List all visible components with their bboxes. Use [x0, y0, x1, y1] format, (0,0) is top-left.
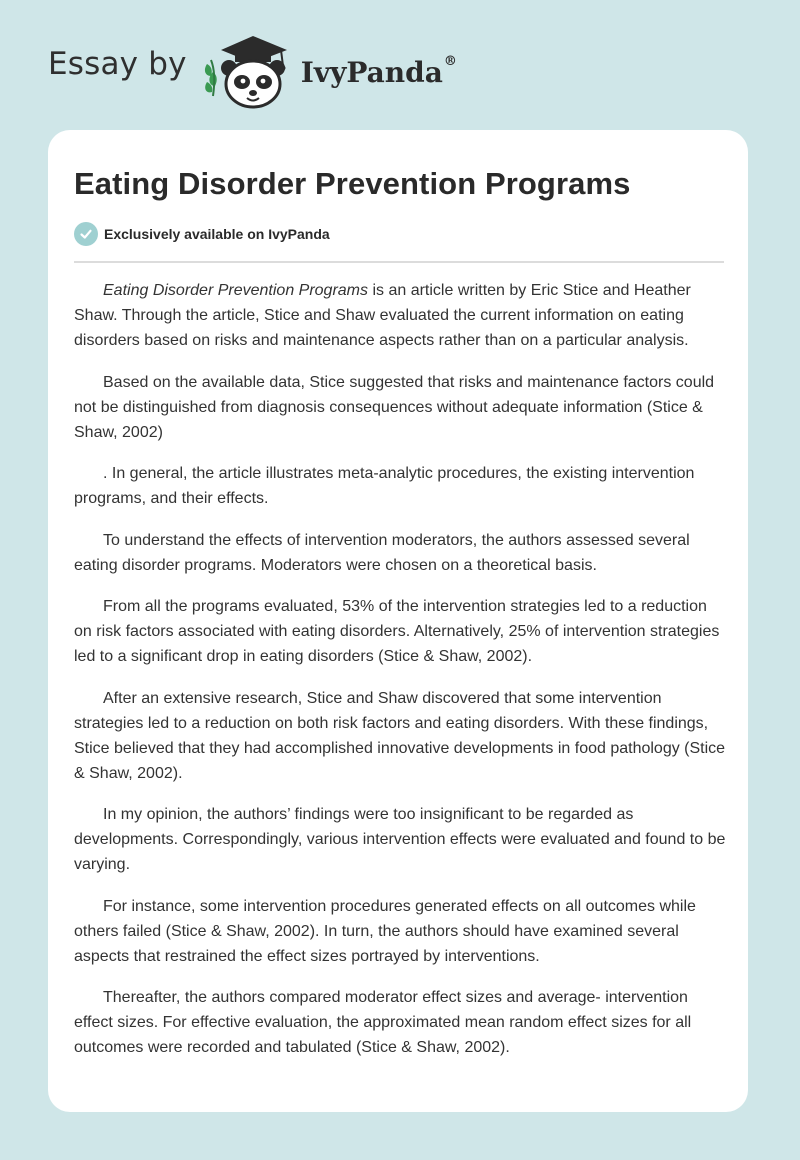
- paragraph: In my opinion, the authors’ findings were too insignificant to be regarded as developments. Correspondingly, various intervention effects were evaluated and found to be varying.: [74, 806, 726, 873]
- paragraph: To understand the effects of intervention moderators, the authors assessed several eating disorder programs. Moderators were chosen on a theoretical basis.: [74, 531, 690, 574]
- paragraph: From all the programs evaluated, 53% of the intervention strategies led to a reduction on risk factors associated with eating disorders. Alternatively, 25% of intervention strategies led to a significant drop in eating disorders (Stice & Shaw, 2002).: [74, 598, 720, 665]
- brand-name: IvyPanda®: [300, 54, 457, 89]
- paragraph: For instance, some intervention procedures generated effects on all outcomes while others failed (Stice & Shaw, 2002). In turn, the authors should have examined several aspects that restrained the effect sizes portrayed by interventions.: [74, 897, 696, 965]
- article-card: [48, 130, 748, 1112]
- exclusive-badge: [74, 222, 330, 246]
- divider: [74, 261, 724, 263]
- article-body: [74, 278, 726, 1077]
- panda-graduate-icon: [201, 30, 297, 110]
- site-logo[interactable]: [48, 30, 457, 110]
- paragraph: Eating Disorder Prevention Programs is an article written by Eric Stice and Heather Shaw. Through the article, Stice and Shaw evaluated the current information on eating disorders based on risks and maintenance aspects rather than on a particular analysis.: [74, 282, 691, 349]
- paragraph: . In general, the article illustrates meta-analytic procedures, the existing intervention programs, and their effects.: [74, 465, 695, 507]
- paragraph: After an extensive research, Stice and Shaw discovered that some intervention strategies led to a reduction on both risk factors and eating disorders. With these findings, Stice believed that they had accomplished innovative developments in food pathology (Stice & Shaw, 2002).: [74, 689, 726, 782]
- paragraph: Thereafter, the authors compared moderator effect sizes and average- intervention effect sizes. For effective evaluation, the approximated mean random effect sizes for all outcomes were recorded and tabulated (Stice & Shaw, 2002).: [74, 989, 692, 1056]
- ivy-leaf-icon: [205, 60, 217, 96]
- check-circle-icon: [74, 222, 98, 246]
- paragraph: Based on the available data, Stice suggested that risks and maintenance factors could not be distinguished from diagnosis consequences without adequate information (Stice & Shaw, 2002): [74, 373, 715, 441]
- article-title-italic: Eating Disorder Prevention Programs: [103, 282, 369, 299]
- page-title: Eating Disorder Prevention Programs: [74, 166, 631, 201]
- logo-prefix: Essay by: [48, 46, 187, 82]
- badge-text: Exclusively available on IvyPanda: [104, 226, 330, 242]
